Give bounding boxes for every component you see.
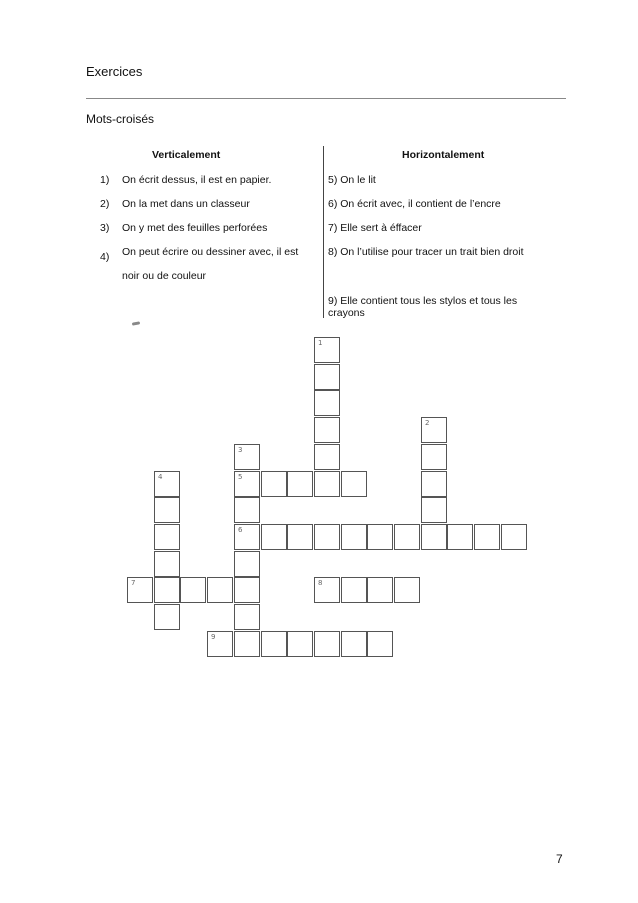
cell-number: 9 <box>211 633 216 641</box>
crossword-cell[interactable] <box>314 390 340 416</box>
crossword-cell[interactable] <box>154 497 180 523</box>
crossword-cell[interactable] <box>207 631 233 657</box>
page-number: 7 <box>556 852 563 866</box>
crossword-cell[interactable] <box>154 471 180 497</box>
crossword-cell[interactable] <box>314 524 340 550</box>
crossword-cell[interactable] <box>447 524 473 550</box>
crossword-cell[interactable] <box>367 631 393 657</box>
clue-text: On écrit dessus, il est en papier. <box>122 174 272 186</box>
crossword-cell[interactable] <box>367 577 393 603</box>
crossword-cell[interactable] <box>394 577 420 603</box>
cell-number: 3 <box>238 446 243 454</box>
vertical-heading: Verticalement <box>152 149 221 161</box>
cell-number: 8 <box>318 579 323 587</box>
crossword-cell[interactable] <box>421 444 447 470</box>
crossword-cell[interactable] <box>287 524 313 550</box>
crossword-cell[interactable] <box>234 524 260 550</box>
crossword-cell[interactable] <box>314 577 340 603</box>
crossword-cell[interactable] <box>180 577 206 603</box>
horizontal-clue-6: 6) On écrit avec, il contient de l’encre <box>328 198 501 210</box>
crossword-cell[interactable] <box>314 364 340 390</box>
crossword-cell[interactable] <box>234 577 260 603</box>
crossword-cell[interactable] <box>154 551 180 577</box>
clue-number: 3) <box>100 222 110 234</box>
crossword-cell[interactable] <box>341 631 367 657</box>
crossword-cell[interactable] <box>314 631 340 657</box>
crossword-cell[interactable] <box>207 577 233 603</box>
crossword-cell[interactable] <box>314 337 340 363</box>
clue-text: On la met dans un classeur <box>122 198 250 210</box>
horizontal-clue-8: 8) On l’utilise pour tracer un trait bien droit <box>328 246 524 258</box>
crossword-cell[interactable] <box>127 577 153 603</box>
clue-text: On y met des feuilles perforées <box>122 222 268 234</box>
crossword-cell[interactable] <box>314 417 340 443</box>
cell-number: 2 <box>425 419 430 427</box>
crossword-cell[interactable] <box>421 471 447 497</box>
crossword-cell[interactable] <box>421 497 447 523</box>
crossword-cell[interactable] <box>421 417 447 443</box>
crossword-cell[interactable] <box>287 631 313 657</box>
crossword-cell[interactable] <box>154 577 180 603</box>
crossword-cell[interactable] <box>261 471 287 497</box>
crossword-cell[interactable] <box>341 471 367 497</box>
horizontal-clue-7: 7) Elle sert à éffacer <box>328 222 422 234</box>
crossword-cell[interactable] <box>154 604 180 630</box>
horizontal-clue-9: 9) Elle contient tous les stylos et tous les crayons <box>328 295 518 319</box>
crossword-cell[interactable] <box>261 524 287 550</box>
crossword-cell[interactable] <box>367 524 393 550</box>
crossword-cell[interactable] <box>341 524 367 550</box>
crossword-cell[interactable] <box>287 471 313 497</box>
clue-number: 4) <box>100 251 110 263</box>
cell-number: 4 <box>158 473 163 481</box>
crossword-cell[interactable] <box>234 471 260 497</box>
crossword-cell[interactable] <box>314 471 340 497</box>
clue-text: On peut écrire ou dessiner avec, il est noir ou de couleur <box>122 246 299 282</box>
crossword-cell[interactable] <box>474 524 500 550</box>
crossword-cell[interactable] <box>501 524 527 550</box>
clue-number: 1) <box>100 174 110 186</box>
page-header: Exercices <box>86 64 143 79</box>
crossword-cell[interactable] <box>234 631 260 657</box>
crossword-cell[interactable] <box>261 631 287 657</box>
cell-number: 7 <box>131 579 136 587</box>
crossword-cell[interactable] <box>394 524 420 550</box>
cell-number: 5 <box>238 473 243 481</box>
crossword-cell[interactable] <box>234 604 260 630</box>
crossword-cell[interactable] <box>421 524 447 550</box>
crossword-cell[interactable] <box>314 444 340 470</box>
section-title: Mots-croisés <box>86 112 155 126</box>
crossword-cell[interactable] <box>154 524 180 550</box>
crossword-cell[interactable] <box>234 444 260 470</box>
crossword-cell[interactable] <box>234 551 260 577</box>
cell-number: 6 <box>238 526 243 534</box>
clue-number: 2) <box>100 198 110 210</box>
horizontal-clue-5: 5) On le lit <box>328 174 376 186</box>
crossword-cell[interactable] <box>341 577 367 603</box>
cell-number: 1 <box>318 339 323 347</box>
horizontal-heading: Horizontalement <box>402 149 485 161</box>
crossword-cell[interactable] <box>234 497 260 523</box>
